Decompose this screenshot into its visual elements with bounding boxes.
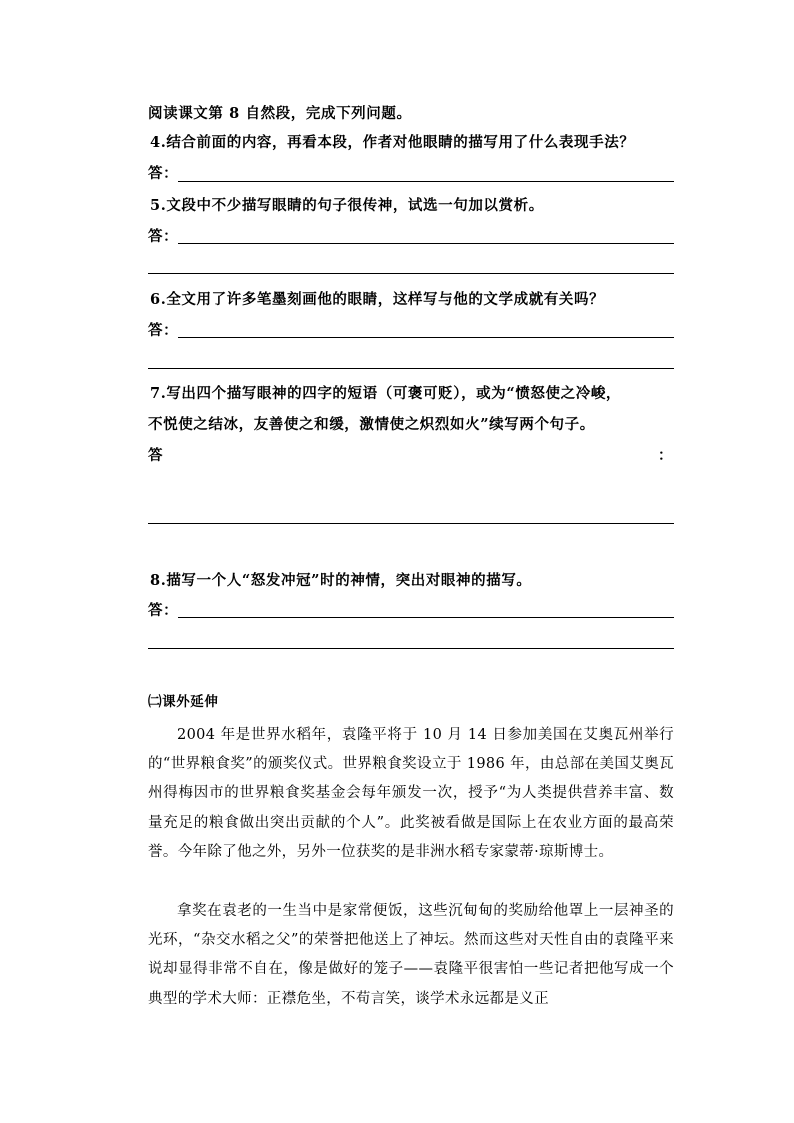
question-4: 4.结合前面的内容，再看本段，作者对他眼睛的描写用了什么表现手法？	[150, 134, 635, 151]
answer-line-5b[interactable]	[148, 273, 674, 274]
answer-line-6a[interactable]	[178, 337, 674, 338]
question-7-line-1: 7.写出四个描写眼神的四字的短语（可褒可贬），或为“愤怒使之冷峻，	[150, 385, 622, 402]
answer-line-6b[interactable]	[148, 368, 674, 369]
answer-line-8a[interactable]	[178, 617, 674, 618]
answer-line-7[interactable]	[148, 523, 674, 524]
question-8: 8.描写一个人“怒发冲冠”时的神情，突出对眼神的描写。	[150, 572, 532, 589]
answer-line-8b[interactable]	[148, 648, 674, 649]
extension-heading: ㈡课外延伸	[148, 694, 219, 710]
answer-label-7: 答	[148, 447, 164, 464]
answer-label-4: 答：	[148, 165, 179, 182]
question-7-line-2: 不悦使之结冰，友善使之和缓，激情使之炽烈如火”续写两个句子。	[148, 416, 595, 433]
answer-label-8: 答：	[148, 602, 179, 619]
answer-colon-7: ：	[658, 447, 674, 464]
extension-paragraph-1: 2004 年是世界水稻年，袁隆平将于 10 月 14 日参加美国在艾奥瓦州举行的“世界粮食奖”的颁奖仪式。世界粮食奖设立于 1986 年，由总部在美国艾奥瓦州得梅因市的世界粮食奖基金会每年颁发一次，授予“为人类提供营养丰富、数量充足的粮食做出突出贡献的个人”。此奖被看做是国际上在农业方面的最高荣誉。今年除了他之外，另外一位获奖的是非洲水稻专家蒙蒂·琼斯博士。	[148, 727, 674, 860]
answer-line-5a[interactable]	[178, 243, 674, 244]
answer-label-5: 答：	[148, 228, 179, 245]
answer-line-4[interactable]	[178, 181, 674, 182]
section-intro: 阅读课文第 8 自然段，完成下列问题。	[148, 105, 412, 122]
extension-paragraph-2: 拿奖在袁老的一生当中是家常便饭，这些沉甸甸的奖励给他罩上一层神圣的光环，“杂交水稻之父”的荣誉把他送上了神坛。然而这些对天性自由的袁隆平来说却显得非常不自在，像是做好的笼子——袁隆平很害怕一些记者把他写成一个典型的学术大师：正襟危坐，不苟言笑，谈学术永远都是义正	[148, 903, 674, 1007]
question-5: 5.文段中不少描写眼睛的句子很传神，试选一句加以赏析。	[150, 197, 544, 214]
question-6: 6.全文用了许多笔墨刻画他的眼睛，这样写与他的文学成就有关吗？	[150, 291, 605, 308]
answer-label-6: 答：	[148, 322, 179, 339]
